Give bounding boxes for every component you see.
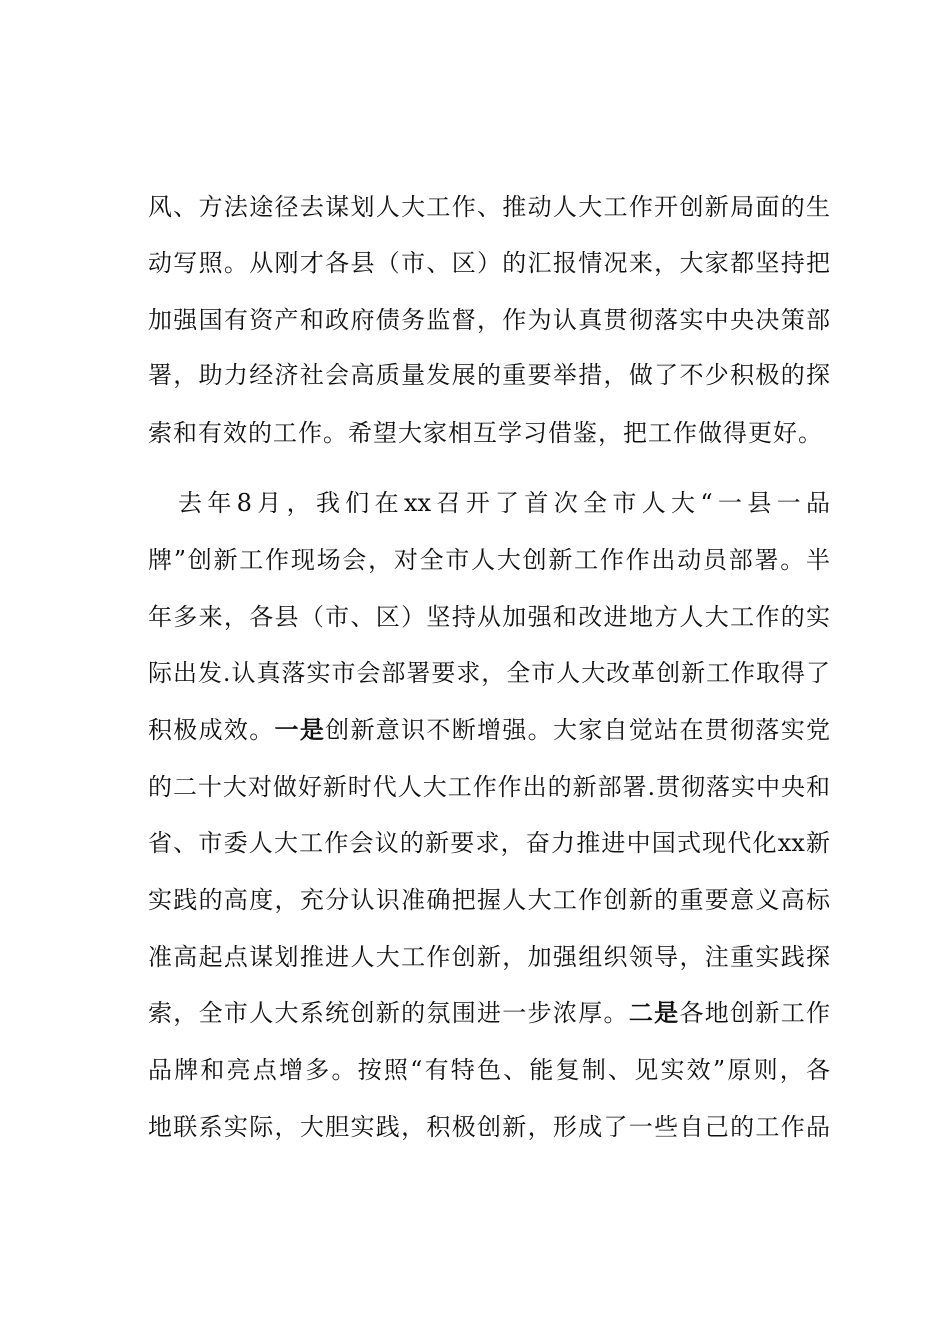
bold-keyword: 一是 bbox=[274, 715, 326, 744]
text-line: 实践的高度，充分认识准确把握人大工作创新的重要意义高标 bbox=[148, 886, 830, 914]
text-line: 际出发.认真落实市会部署要求，全市人大改革创新工作取得了 bbox=[148, 659, 830, 687]
text-line: 准高起点谋划推进人大工作创新，加强组织领导，注重实践探 bbox=[148, 943, 830, 971]
text-segment: 各地创新工作 bbox=[679, 999, 831, 1027]
text-line: 品牌和亮点增多。按照“有特色、能复制、见实效”原则，各 bbox=[148, 1056, 830, 1084]
text-line: 动写照。从刚才各县（市、区）的汇报情况来，大家都坚持把 bbox=[148, 249, 830, 277]
text-line: 地联系实际，大胆实践，积极创新，形成了一些自己的工作品 bbox=[148, 1113, 830, 1141]
text-line: 年多来，各县（市、区）坚持从加强和改进地方人大工作的实 bbox=[148, 603, 830, 631]
text-line bbox=[148, 993, 830, 1033]
text-segment: 创新意识不断增强。大家自觉站在贯彻落实党 bbox=[325, 716, 831, 744]
text-line: 加强国有资产和政府债务监督，作为认真贯彻落实中央决策部 bbox=[148, 306, 830, 334]
text-line bbox=[148, 710, 830, 750]
text-line: 索和有效的工作。希望大家相互学习借鉴，把工作做得更好。 bbox=[148, 419, 823, 447]
text-line: 署，助力经济社会高质量发展的重要举措，做了不少积极的探 bbox=[148, 361, 830, 389]
text-line: 风、方法途径去谋划人大工作、推动人大工作开创新局面的生 bbox=[148, 193, 830, 221]
text-line: 省、市委人大工作会议的新要求，奋力推进中国式现代化xx新 bbox=[148, 829, 830, 857]
text-segment: 索，全市人大系统创新的氛围进一步浓厚。 bbox=[148, 999, 629, 1027]
text-line: 牌”创新工作现场会，对全市人大创新工作作出动员部署。半 bbox=[148, 546, 830, 574]
bold-keyword: 二是 bbox=[628, 998, 680, 1027]
text-line: 的二十大对做好新时代人大工作作出的新部署.贯彻落实中央和 bbox=[148, 773, 830, 801]
text-segment: 积极成效。 bbox=[148, 716, 275, 744]
text-line: 去年8月，我们在xx召开了首次全市人大“一县一品 bbox=[178, 489, 830, 517]
